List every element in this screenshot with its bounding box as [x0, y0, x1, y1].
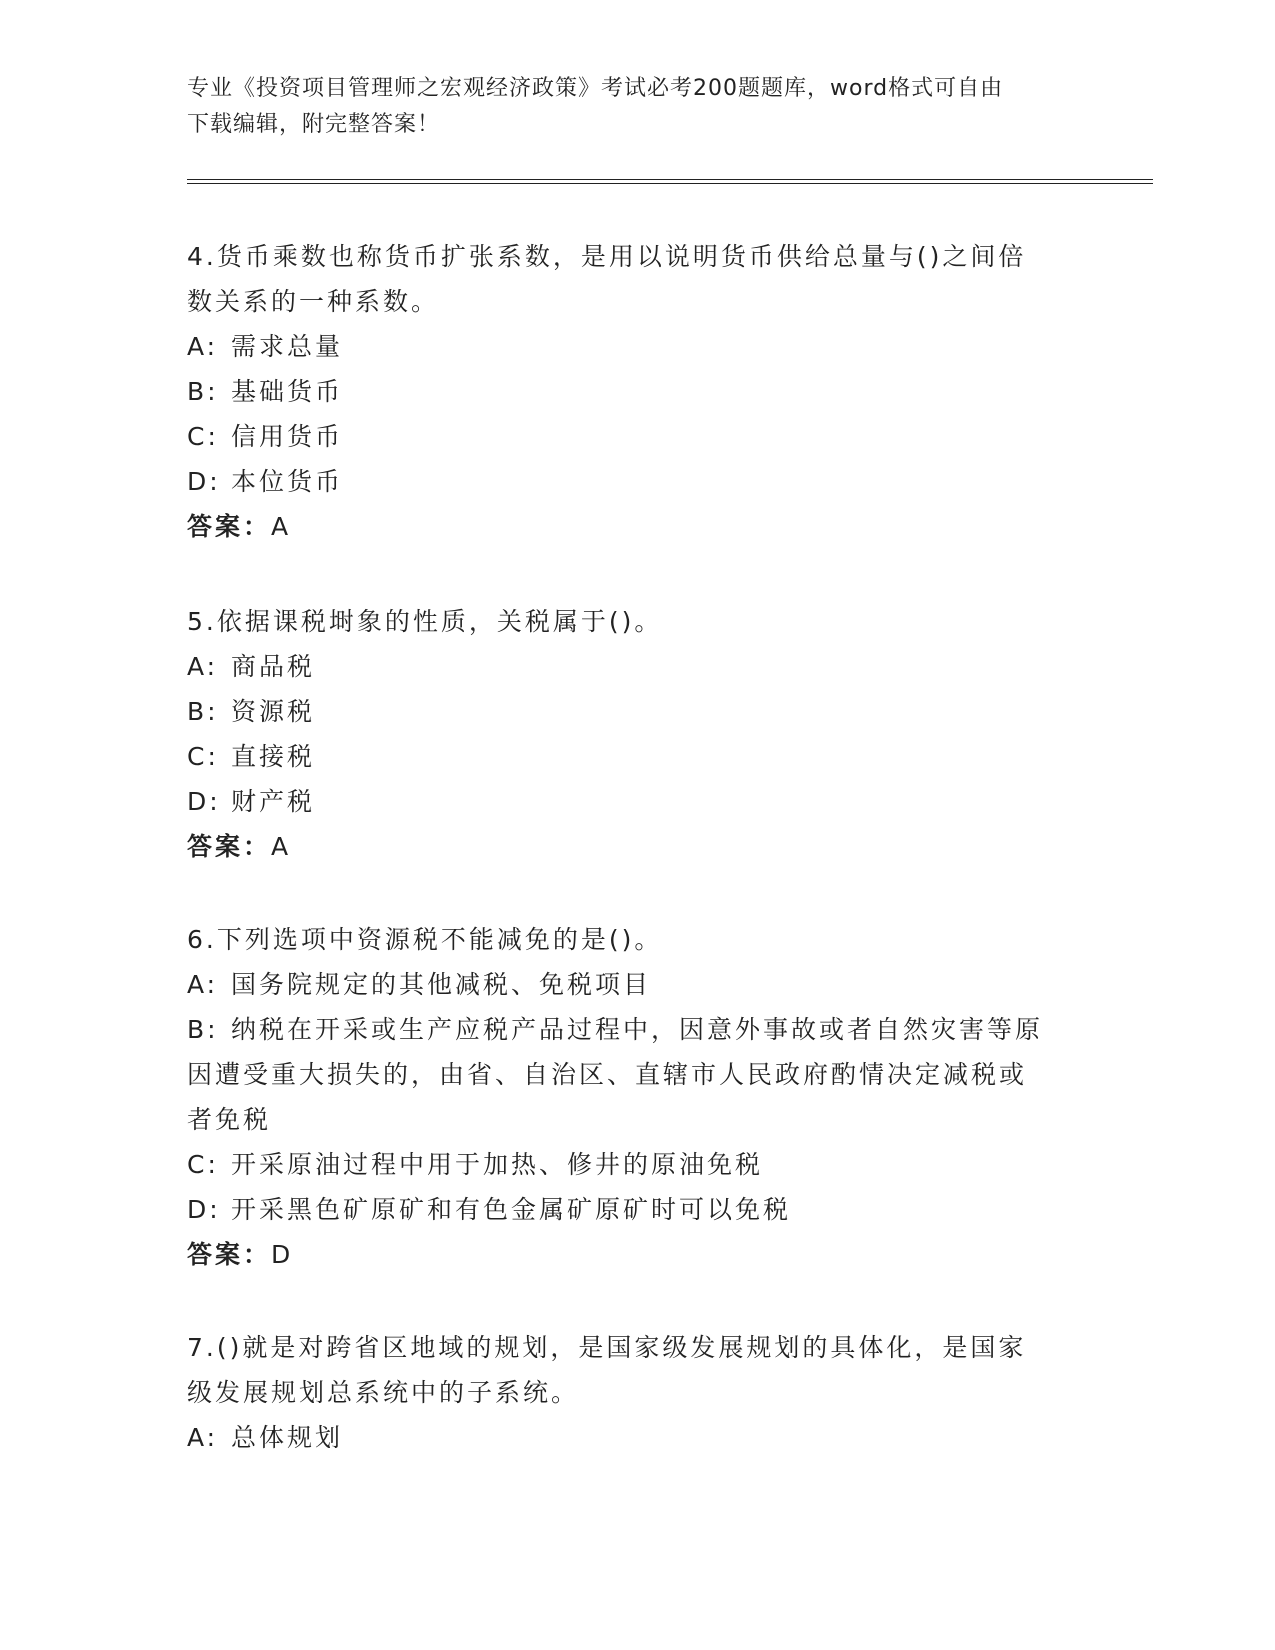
answer-value: A [271, 512, 289, 541]
option-letter: A: [187, 970, 219, 999]
question-stem: 6.下列选项中资源税不能减免的是()。 [187, 925, 663, 954]
option-letter: D: [187, 1195, 221, 1224]
option-letter: C: [187, 742, 219, 771]
question-stem: 数关系的一种系数。 [187, 287, 440, 316]
header-divider-bottom [187, 183, 1153, 184]
option-a [187, 962, 1087, 1007]
option-c [187, 414, 1087, 459]
option-text: 信用货币 [231, 422, 344, 451]
option-letter: B: [187, 1015, 219, 1044]
option-a [187, 1415, 1087, 1460]
document-header [187, 71, 1087, 143]
answer-label: 答案： [187, 512, 272, 541]
option-a [187, 644, 1087, 689]
question-5 [187, 599, 1087, 869]
option-text: 开采黑色矿原矿和有色金属矿原矿时可以免税 [231, 1195, 792, 1224]
option-letter: D: [187, 787, 221, 816]
header-line-2: 下载编辑，附完整答案！ [187, 112, 441, 137]
option-letter: C: [187, 422, 219, 451]
option-text: 财产税 [231, 787, 316, 816]
answer-line [187, 504, 1087, 549]
header-divider-top [187, 179, 1153, 180]
option-letter: A: [187, 652, 219, 681]
option-text: 开采原油过程中用于加热、修井的原油免税 [231, 1150, 764, 1179]
option-letter: B: [187, 377, 219, 406]
question-stem: 4.货币乘数也称货币扩张系数，是用以说明货币供给总量与()之间倍 [187, 242, 1027, 271]
question-4 [187, 234, 1087, 549]
option-b-continued: 者免税 [187, 1105, 272, 1134]
answer-line [187, 1232, 1087, 1277]
answer-line [187, 824, 1087, 869]
option-d [187, 459, 1087, 504]
option-text: 国务院规定的其他减税、免税项目 [231, 970, 652, 999]
answer-label: 答案： [187, 1240, 272, 1269]
option-d [187, 1187, 1087, 1232]
question-stem: 级发展规划总系统中的子系统。 [187, 1378, 580, 1407]
answer-label: 答案： [187, 832, 272, 861]
option-c [187, 734, 1087, 779]
option-text: 基础货币 [231, 377, 344, 406]
question-stem: 7.()就是对跨省区地域的规划，是国家级发展规划的具体化，是国家 [187, 1333, 1027, 1362]
option-a [187, 324, 1087, 369]
option-b [187, 369, 1087, 414]
question-stem: 5.依据课税埘象的性质，关税属于()。 [187, 607, 663, 636]
option-letter: B: [187, 697, 219, 726]
option-text: 总体规划 [231, 1423, 344, 1452]
option-text: 资源税 [231, 697, 316, 726]
option-b-continued: 因遭受重大损失的，由省、自治区、直辖市人民政府酌情决定减税或 [187, 1060, 1028, 1089]
option-d [187, 779, 1087, 824]
option-text: 直接税 [231, 742, 316, 771]
option-text: 纳税在开采或生产应税产品过程中，因意外事故或者自然灾害等原 [231, 1015, 1044, 1044]
header-line-1: 专业《投资项目管理师之宏观经济政策》考试必考200题题库，word格式可自由 [187, 76, 1004, 101]
option-letter: D: [187, 467, 221, 496]
option-letter: A: [187, 1423, 219, 1452]
option-letter: C: [187, 1150, 219, 1179]
question-6 [187, 917, 1087, 1277]
question-7 [187, 1325, 1087, 1460]
option-c [187, 1142, 1087, 1187]
option-b [187, 689, 1087, 734]
option-text: 商品税 [231, 652, 316, 681]
answer-value: A [271, 832, 289, 861]
option-letter: A: [187, 332, 219, 361]
option-b [187, 1007, 1087, 1052]
option-text: 需求总量 [231, 332, 344, 361]
answer-value: D [271, 1240, 291, 1269]
option-text: 本位货币 [231, 467, 344, 496]
